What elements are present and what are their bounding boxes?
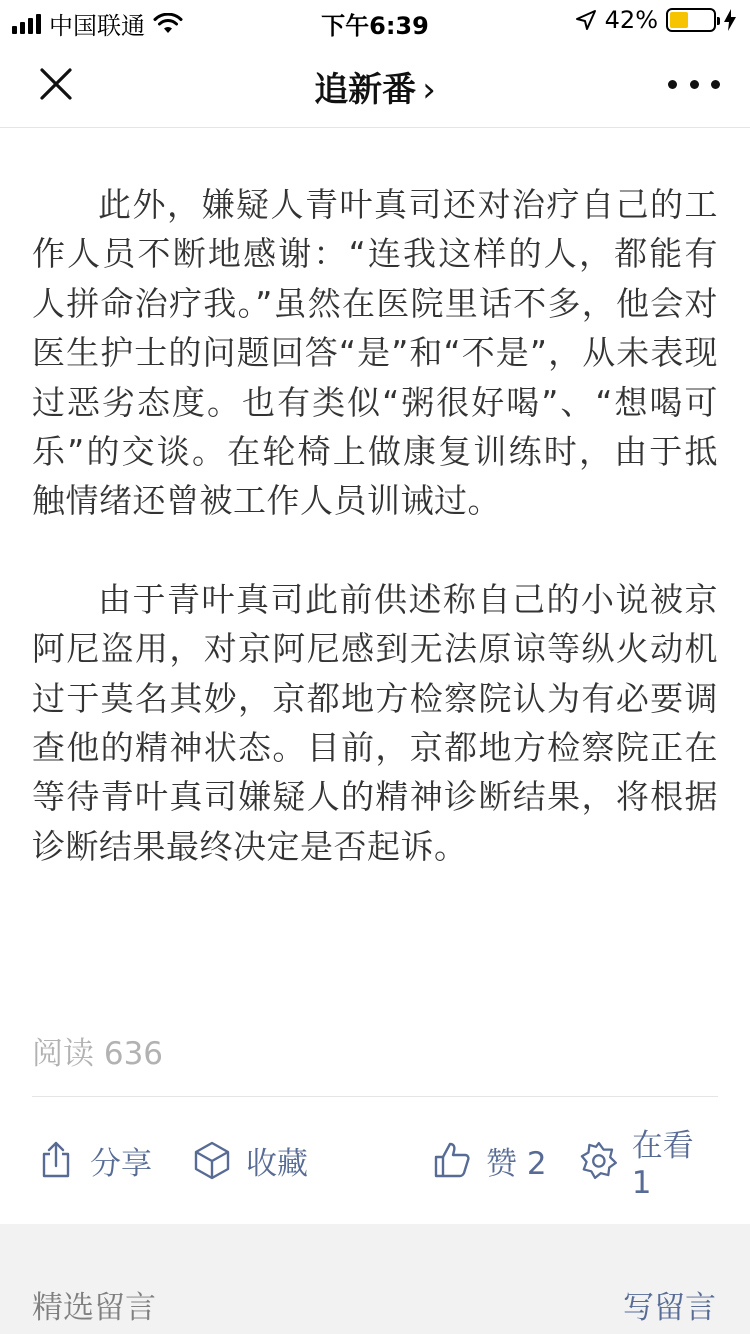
like-label: 赞 2 — [486, 1145, 547, 1182]
account-title[interactable] — [0, 62, 750, 111]
cube-icon — [192, 1140, 232, 1180]
battery-icon — [666, 8, 716, 32]
battery-percent: 42% — [604, 6, 658, 34]
battery-fill — [670, 12, 688, 28]
status-time: 下午6:39 — [321, 12, 429, 40]
wow-star-icon — [580, 1140, 618, 1180]
status-bar — [0, 0, 750, 40]
article-paragraph: 此外，嫌疑人青叶真司还对治疗自己的工作人员不断地感谢：“连我这样的人，都能有人拼命治疗我。”虽然在医院里话不多，他会对医生护士的问题回答“是”和“不是”，从未表现过恶劣态度。也有类似“粥很好喝”、“想喝可乐”的交谈。在轮椅上做康复训练时，由于抵触情绪还曾被工作人员训诫过。 — [32, 185, 718, 521]
status-right — [575, 6, 736, 34]
share-button[interactable] — [36, 1132, 152, 1188]
wow-label: 在看 1 — [631, 1127, 694, 1201]
nav-bar — [0, 40, 750, 128]
thumbs-up-icon — [432, 1140, 472, 1180]
divider — [32, 1096, 718, 1097]
location-arrow-icon — [575, 9, 597, 31]
action-bar — [32, 1127, 718, 1201]
chevron-right-icon: › — [422, 70, 436, 110]
article-paragraph: 由于青叶真司此前供述称自己的小说被京阿尼盗用，对京阿尼感到无法原谅等纵火动机过于莫名其妙，京都地方检察院认为有必要调查他的精神状态。目前，京都地方检察院正在等待青叶真司嫌疑人的精神诊断结果，将根据诊断结果最终决定是否起诉。 — [32, 579, 718, 866]
comments-header — [0, 1224, 750, 1334]
write-comment-button[interactable]: 写留言 — [623, 1290, 716, 1326]
share-icon — [36, 1140, 76, 1180]
carrier-name: 中国联通 — [49, 12, 145, 40]
favorite-label: 收藏 — [246, 1145, 308, 1182]
featured-comments-label: 精选留言 — [32, 1290, 156, 1326]
read-count: 阅读 636 — [32, 1036, 164, 1072]
favorite-button[interactable] — [192, 1132, 308, 1188]
share-label: 分享 — [90, 1145, 152, 1182]
wow-button[interactable] — [580, 1127, 718, 1201]
account-name: 追新番 — [314, 70, 417, 110]
article-body — [32, 180, 718, 920]
charging-bolt-icon — [724, 9, 736, 31]
like-button[interactable] — [432, 1132, 547, 1188]
more-icon[interactable] — [668, 70, 720, 98]
